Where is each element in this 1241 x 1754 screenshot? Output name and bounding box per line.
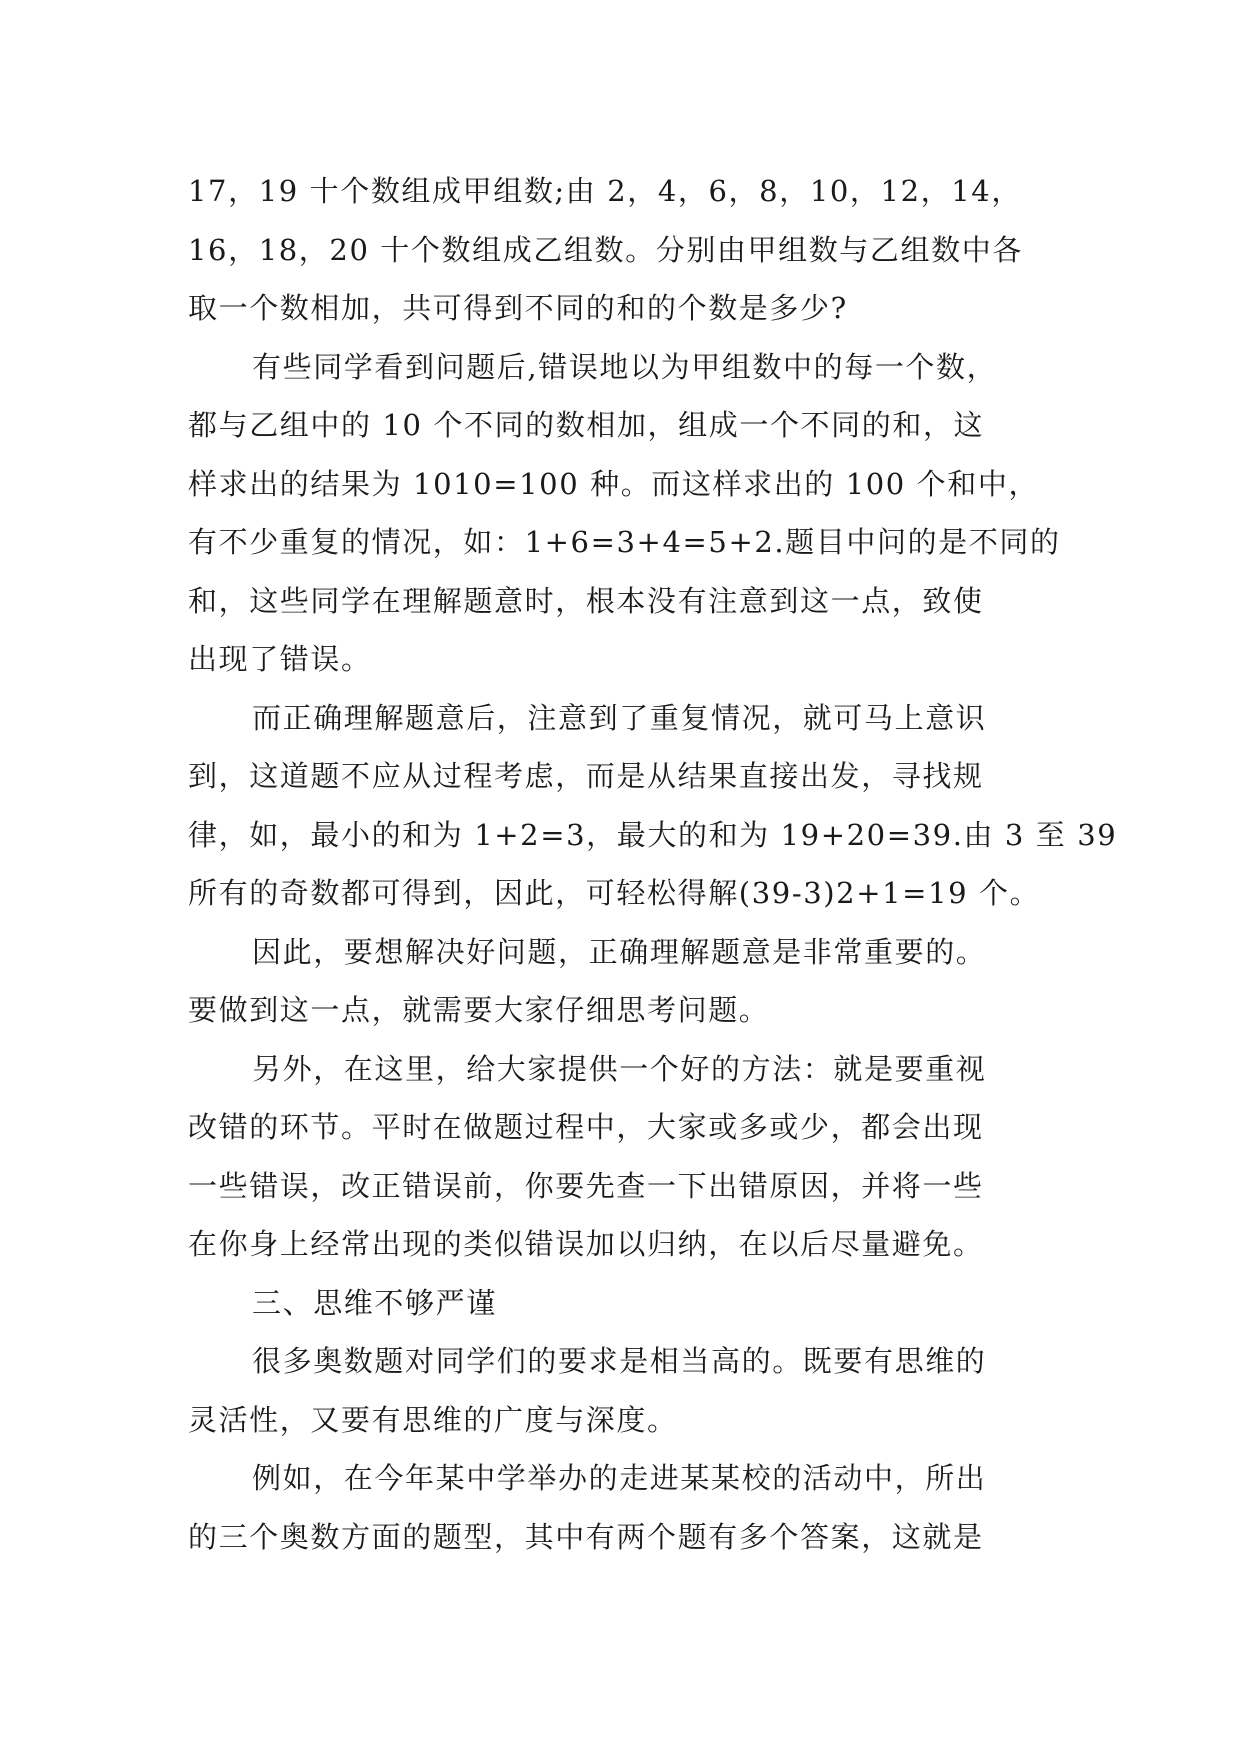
text-line-3: 取一个数相加，共可得到不同的和的个数是多少?	[188, 291, 848, 325]
text-line-23: 例如，在今年某中学举办的走进某某校的活动中，所出	[252, 1461, 987, 1495]
text-line-14: 因此，要想解决好问题，正确理解题意是非常重要的。	[252, 934, 987, 969]
text-line-9: 出现了错误。	[188, 642, 372, 676]
text-line-7: 有不少重复的情况，如：1+6=3+4=5+2.题目中问的是不同的	[188, 525, 1061, 559]
text-line-24: 的三个奥数方面的题型，其中有两个题有多个答案，这就是	[188, 1519, 984, 1554]
text-line-10: 而正确理解题意后，注意到了重复情况，就可马上意识	[252, 700, 987, 735]
text-line-19: 在你身上经常出现的类似错误加以归纳，在以后尽量避免。	[188, 1227, 984, 1261]
text-line-4: 有些同学看到问题后,错误地以为甲组数中的每一个数，	[252, 349, 998, 384]
text-line-13: 所有的奇数都可得到，因此，可轻松得解(39-3)2+1=19 个。	[188, 876, 1041, 910]
text-line-16: 另外，在这里，给大家提供一个好的方法：就是要重视	[252, 1051, 987, 1086]
text-line-11: 到，这道题不应从过程考虑，而是从结果直接出发，寻找规	[188, 759, 984, 793]
text-line-1: 17，19 十个数组成甲组数;由 2，4，6，8，10，12，14，	[188, 174, 1022, 208]
text-line-21: 很多奥数题对同学们的要求是相当高的。既要有思维的	[252, 1344, 987, 1378]
text-line-17: 改错的环节。平时在做题过程中，大家或多或少，都会出现	[188, 1110, 984, 1144]
text-line-18: 一些错误，改正错误前，你要先查一下出错原因，并将一些	[188, 1168, 984, 1203]
text-line-8: 和，这些同学在理解题意时，根本没有注意到这一点，致使	[188, 583, 984, 618]
text-line-5: 都与乙组中的 10 个不同的数相加，组成一个不同的和，这	[188, 408, 985, 442]
text-line-6: 样求出的结果为 1010=100 种。而这样求出的 100 个和中，	[188, 466, 1040, 501]
text-line-15: 要做到这一点，就需要大家仔细思考问题。	[188, 993, 770, 1027]
document-body	[188, 162, 1118, 1566]
text-line-22: 灵活性，又要有思维的广度与深度。	[188, 1402, 678, 1437]
text-line-2: 16，18，20 十个数组成乙组数。分别由甲组数与乙组数中各	[188, 232, 1023, 267]
section-heading: 三、思维不够严谨	[252, 1285, 497, 1320]
text-line-12: 律，如，最小的和为 1+2=3，最大的和为 19+20=39.由 3 至 39	[188, 817, 1118, 852]
